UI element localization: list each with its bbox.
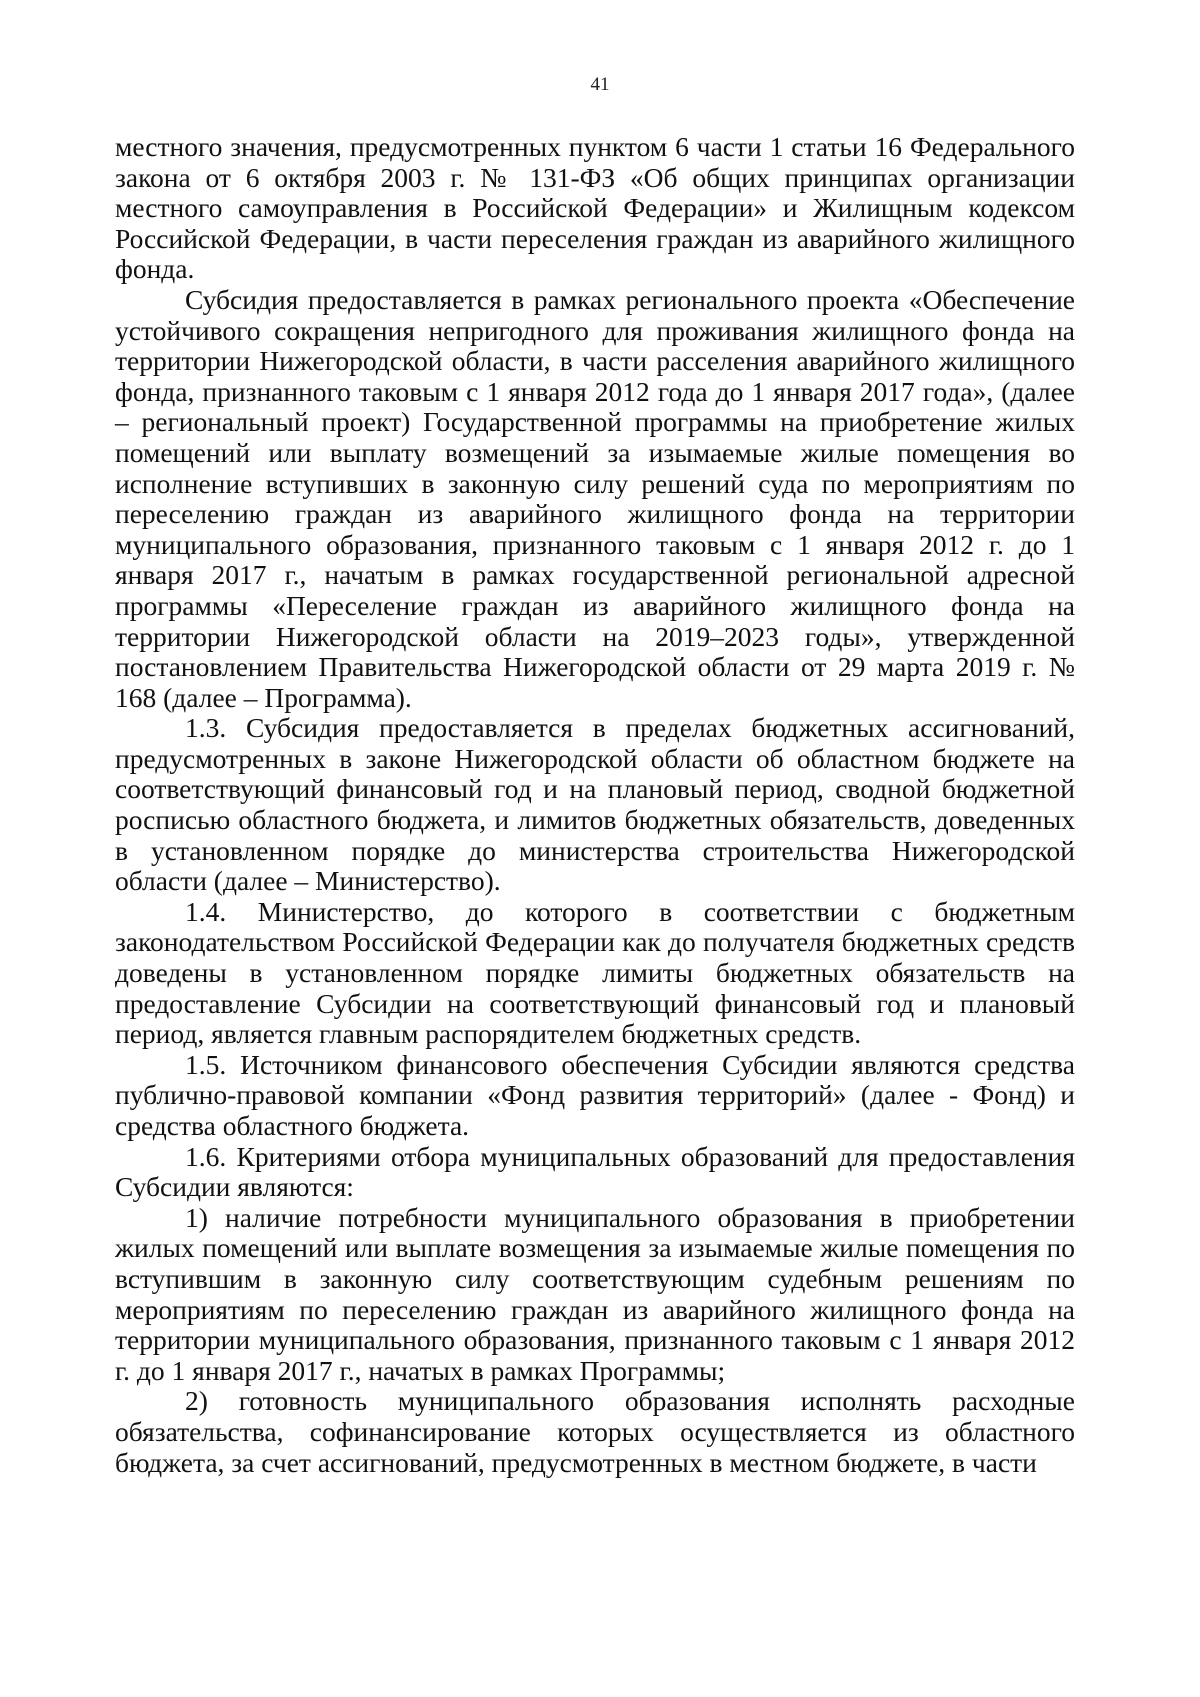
paragraph-1-4: 1.4. Министерство, до которого в соответствии с бюджетным законодательством Российской Федерации как до получателя бюджетных средств доведены в установленном порядке лимиты бюджетных обязательств на предоставление Субсидии на соответствующий финансовый год и плановый период, является главным распорядителем бюджетных средств. [115, 895, 1075, 1050]
paragraph-1-6: 1.6. Критериями отбора муниципальных образований для предоставления Субсидии являются: [115, 1140, 1075, 1203]
paragraph-subsidy-project: Субсидия предоставляется в рамках регионального проекта «Обеспечение устойчивого сокращения непригодного для проживания жилищного фонда на территории Нижегородской области, в части расселения аварийного жилищного фонда, признанного таковым с 1 января 2012 года до 1 января 2017 года», (далее – региональный проект) Государственной программы на приобретение жилых помещений или выплату возмещений за изымаемые жилые помещения во исполнение вступивших в законную силу решений суда по мероприятиям по переселению граждан из аварийного жилищного фонда на территории муниципального образования, признанного таковым с 1 января 2012 г. до 1 января 2017 г., начатым в рамках государственной региональной адресной программы «Переселение граждан из аварийного жилищного фонда на территории Нижегородской области на 2019–2023 годы», утвержденной постановлением Правительства Нижегородской области от 29 марта 2019 г. № 168 (далее – Программа). [115, 283, 1075, 713]
page-number: 41 [590, 74, 610, 95]
criteria-item-2: 2) готовность муниципального образования исполнять расходные обязательства, софинансирование которых осуществляется из областного бюджета, за счет ассигнований, предусмотренных в местном бюджете, в части [115, 1385, 1075, 1478]
paragraph-1-3: 1.3. Субсидия предоставляется в пределах бюджетных ассигнований, предусмотренных в законе Нижегородской области об областном бюджете на соответствующий финансовый год и на плановый период, сводной бюджетной росписью областного бюджета, и лимитов бюджетных обязательств, доведенных в установленном порядке до министерства строительства Нижегородской области (далее – Министерство). [115, 712, 1075, 897]
paragraph-1-5: 1.5. Источником финансового обеспечения Субсидии являются средства публично-правовой компании «Фонд развития территорий» (далее - Фонд) и средства областного бюджета. [115, 1048, 1075, 1141]
document-body [115, 132, 1075, 1478]
paragraph-continuation: местного значения, предусмотренных пунктом 6 части 1 статьи 16 Федерального закона от 6 октября 2003 г. № 131-ФЗ «Об общих принципах организации местного самоуправления в Российской Федерации» и Жилищным кодексом Российской Федерации, в части переселения граждан из аварийного жилищного фонда. [115, 131, 1075, 285]
criteria-item-1: 1) наличие потребности муниципального образования в приобретении жилых помещений или выплате возмещения за изымаемые жилые помещения по вступившим в законную силу соответствующим судебным решениям по мероприятиям по переселению граждан из аварийного жилищного фонда на территории муниципального образования, признанного таковым с 1 января 2012 г. до 1 января 2017 г., начатых в рамках Программы; [115, 1201, 1075, 1386]
